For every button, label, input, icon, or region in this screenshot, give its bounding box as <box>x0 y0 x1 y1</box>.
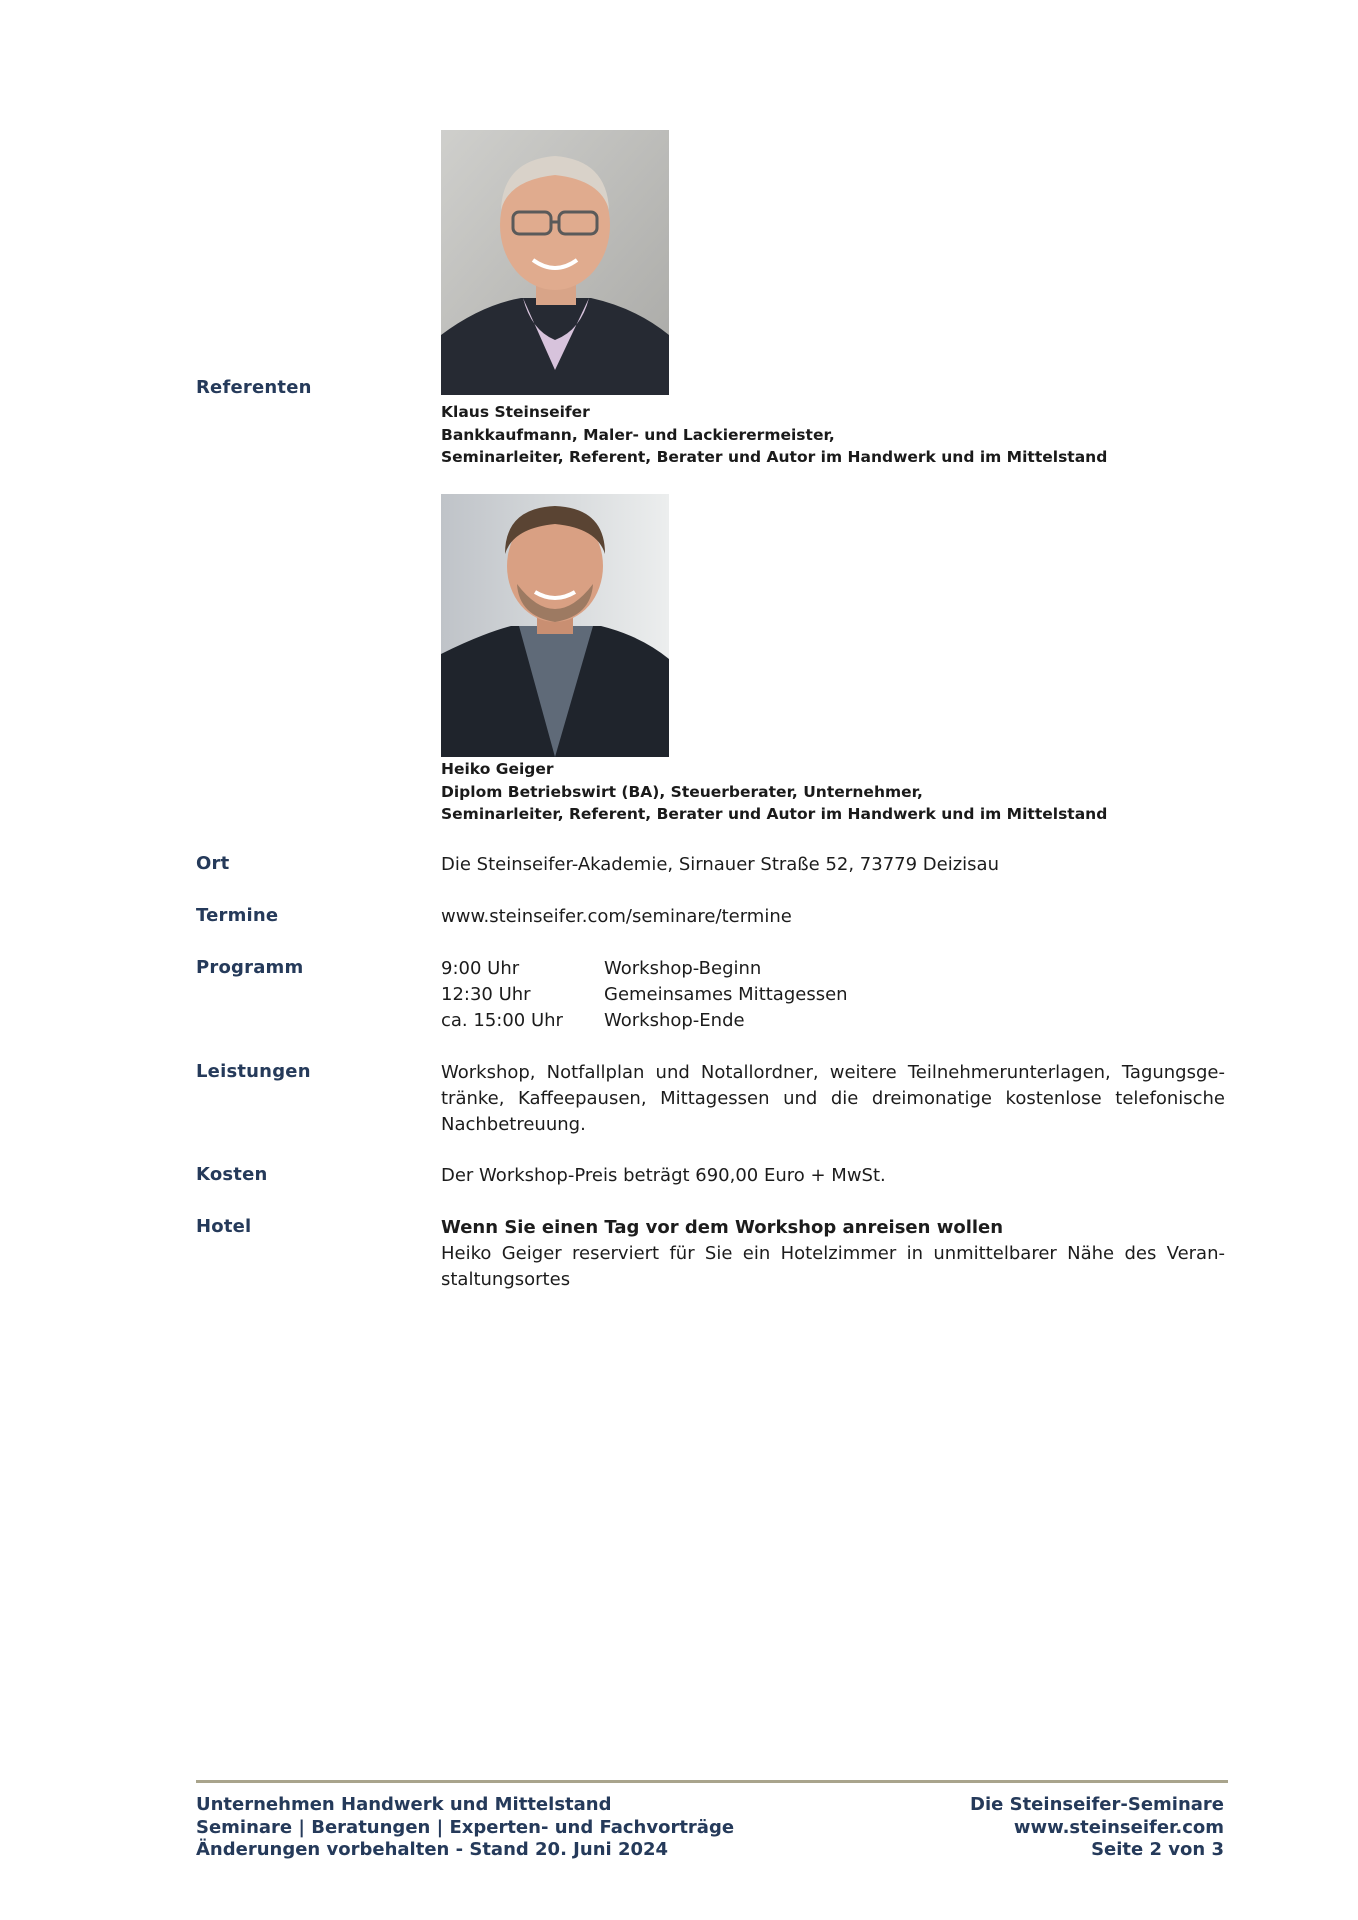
speaker-name: Klaus Steinseifer <box>441 403 590 421</box>
footer-divider <box>196 1780 1228 1783</box>
section-label-hotel: Hotel <box>196 1216 252 1237</box>
portrait-image <box>441 494 669 757</box>
section-label-programm: Programm <box>196 957 304 978</box>
leistungen-value: Workshop, Notfallplan und Notallordner, weitere Teilnehmerunterlagen, Tagungsge-tränke, Kaffeepausen, Mittagessen und die dreimonatige kostenlose telefonische Nachbetreuung. <box>441 1062 1225 1135</box>
section-label-leistungen: Leistungen <box>196 1061 311 1082</box>
footer-website-link[interactable]: www.steinseifer.com <box>1013 1816 1224 1838</box>
schedule-event: Workshop-Beginn <box>604 958 762 979</box>
section-label-ort: Ort <box>196 853 230 874</box>
schedule-row <box>441 956 1225 982</box>
speaker-qualification: Diplom Betriebswirt (BA), Steuerberater, Unternehmer, <box>441 782 923 801</box>
speaker-caption-1 <box>441 401 1107 469</box>
speaker-role: Seminarleiter, Referent, Berater und Autor im Handwerk und im Mittelstand <box>441 805 1108 823</box>
hotel-value: Heiko Geiger reserviert für Sie ein Hotelzimmer in unmittelbarer Nähe des Veran-staltungsortes <box>441 1243 1225 1290</box>
kosten-value: Der Workshop-Preis beträgt 690,00 Euro + MwSt. <box>441 1165 886 1186</box>
schedule-event: Gemeinsames Mittagessen <box>604 984 848 1005</box>
schedule-row <box>441 982 1225 1008</box>
footer-page-number: Seite 2 von 3 <box>1091 1839 1224 1860</box>
footer-right <box>970 1794 1224 1862</box>
schedule-row <box>441 1008 1225 1034</box>
footer-left <box>196 1794 734 1862</box>
section-label-kosten: Kosten <box>196 1164 268 1185</box>
section-label-referenten: Referenten <box>196 377 312 398</box>
footer-notice: Änderungen vorbehalten - Stand 20. Juni 2024 <box>196 1839 669 1860</box>
termine-link[interactable]: www.steinseifer.com/seminare/termine <box>441 906 792 927</box>
speaker-photo-heiko-geiger <box>441 494 669 757</box>
speaker-qualification: Bankkaufmann, Maler- und Lackierermeister, <box>441 425 835 444</box>
speaker-caption-2 <box>441 758 1107 826</box>
section-label-termine: Termine <box>196 905 279 926</box>
hotel-heading: Wenn Sie einen Tag vor dem Workshop anreisen wollen <box>441 1217 1004 1238</box>
schedule-time: ca. 15:00 Uhr <box>441 1010 563 1031</box>
speaker-name: Heiko Geiger <box>441 760 554 778</box>
hotel-block <box>441 1215 1225 1293</box>
portrait-image <box>441 130 669 395</box>
schedule-time: 12:30 Uhr <box>441 984 531 1005</box>
schedule-time: 9:00 Uhr <box>441 958 520 979</box>
schedule-event: Workshop-Ende <box>604 1010 745 1031</box>
footer-brand: Die Steinseifer-Seminare <box>970 1794 1224 1815</box>
footer-services: Seminare | Beratungen | Experten- und Fachvorträge <box>196 1816 735 1838</box>
programm-schedule <box>441 956 1225 1034</box>
speaker-role: Seminarleiter, Referent, Berater und Autor im Handwerk und im Mittelstand <box>441 448 1108 466</box>
footer-company: Unternehmen Handwerk und Mittelstand <box>196 1794 612 1815</box>
speaker-photo-klaus-steinseifer <box>441 130 669 395</box>
ort-value: Die Steinseifer-Akademie, Sirnauer Straße 52, 73779 Deizisau <box>441 854 999 875</box>
